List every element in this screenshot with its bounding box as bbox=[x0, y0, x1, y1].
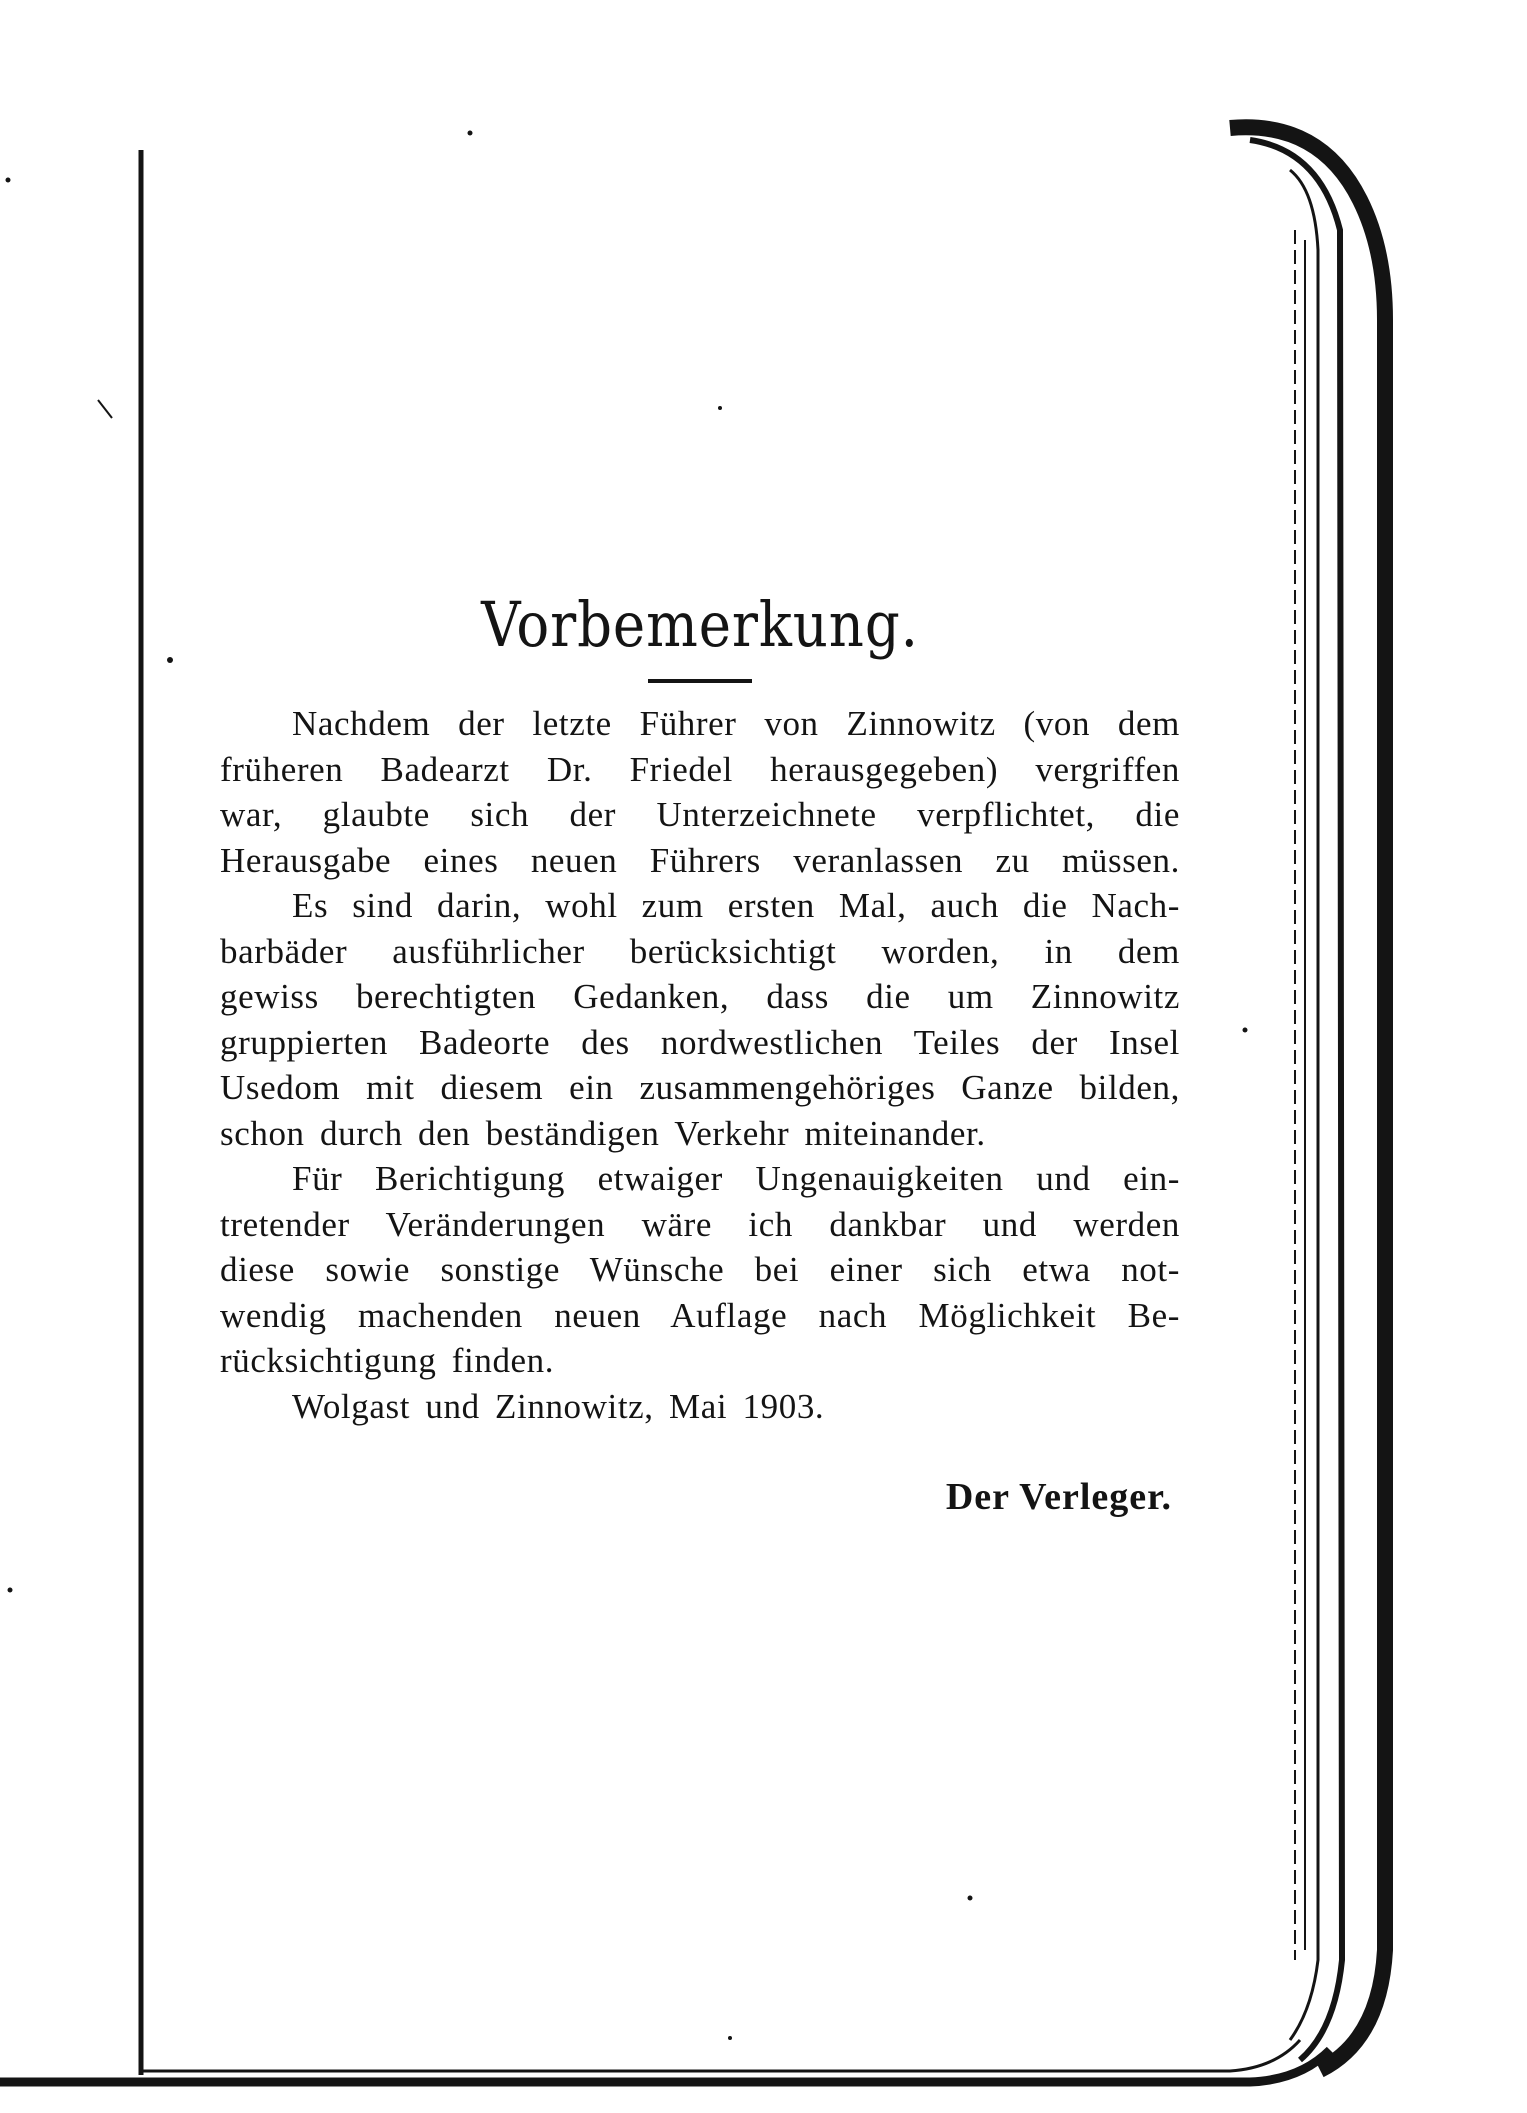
place-date: Wolgast und Zinnowitz, Mai 1903. bbox=[292, 1386, 825, 1426]
paragraph-line: diese sowie sonstige Wünsche bei einer sich etwa not- bbox=[220, 1250, 1180, 1289]
paragraph-line: wendig machenden neuen Auflage nach Möglichkeit Be- bbox=[220, 1295, 1180, 1335]
paragraph-line: schon durch den beständigen Verkehr miteinander. bbox=[220, 1113, 986, 1153]
paragraph-line: Es sind darin, wohl zum ersten Mal, auch die Nach- bbox=[292, 886, 1180, 925]
paragraph-2 bbox=[220, 883, 1180, 1156]
paragraph-3 bbox=[220, 1156, 1180, 1384]
speck bbox=[8, 1588, 13, 1593]
speck bbox=[968, 1896, 973, 1901]
paragraph-line: Für Berichtigung etwaiger Ungenauigkeiten und ein- bbox=[292, 1159, 1180, 1198]
paragraph-line: Herausgabe eines neuen Führers veranlassen zu müssen. bbox=[220, 840, 1180, 880]
paragraph-line: gruppierten Badeorte des nordwestlichen Teiles der Insel bbox=[220, 1022, 1180, 1062]
bottom-cover-edge-inner bbox=[141, 2040, 1300, 2071]
signature: Der Verleger. bbox=[945, 1476, 1172, 1518]
speck bbox=[6, 178, 11, 183]
speck bbox=[1243, 1028, 1248, 1033]
paragraph-line: früheren Badearzt Dr. Friedel herausgegeben) vergriffen bbox=[220, 749, 1180, 789]
bottom-cover-edge bbox=[0, 2050, 1330, 2082]
paragraph-line: rücksichtigung finden. bbox=[220, 1341, 555, 1380]
preface-text-block bbox=[220, 585, 1180, 1519]
paragraph-line: war, glaubte sich der Unterzeichnete verpflichtet, die bbox=[220, 795, 1180, 834]
speck bbox=[167, 657, 173, 663]
speck bbox=[468, 131, 473, 136]
paragraph-line: gewiss berechtigten Gedanken, dass die um Zinnowitz bbox=[220, 977, 1180, 1016]
speck bbox=[718, 406, 722, 410]
paragraph-line: Usedom mit diesem ein zusammengehöriges Ganze bilden, bbox=[220, 1068, 1180, 1107]
speck-mark bbox=[98, 400, 112, 418]
right-cover-edge-outer bbox=[1230, 127, 1385, 2070]
paragraph-line: Nachdem der letzte Führer von Zinnowitz (von dem bbox=[292, 704, 1180, 743]
paragraph-1 bbox=[220, 701, 1180, 883]
speck bbox=[728, 2036, 732, 2040]
paragraph-line: tretender Veränderungen wäre ich dankbar und werden bbox=[220, 1204, 1180, 1244]
title-rule bbox=[648, 679, 752, 683]
page-title: Vorbemerkung. bbox=[481, 588, 919, 661]
paragraph-line: barbäder ausführlicher berücksichtigt worden, in dem bbox=[220, 931, 1180, 971]
